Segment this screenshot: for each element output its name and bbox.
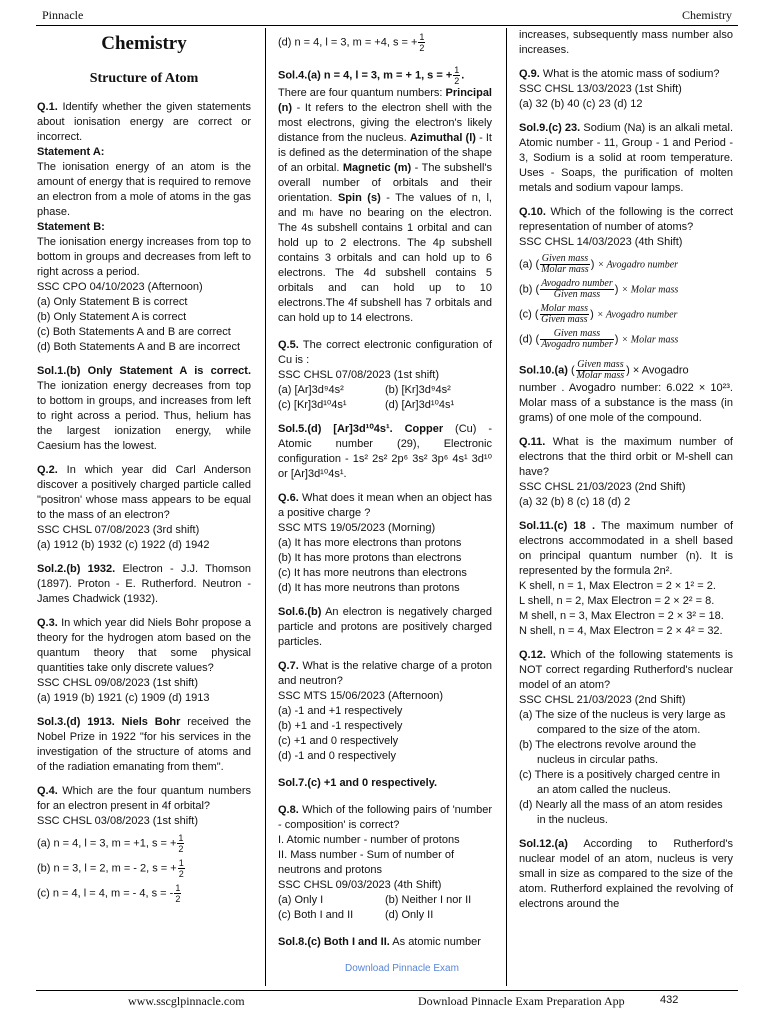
question-1: Q.1. Identify whether the given statements about ionisation energy are correct or incorrect. — [37, 101, 251, 143]
question-10: Q.10. Which of the following is the correct representation of number of atoms? — [519, 206, 733, 233]
header-subject: Chemistry — [682, 8, 732, 22]
solution-10: Sol.10.(a) ( $\frac{\text{Given mass}}{\text{Molar mass}}$ ) × Avogadro — [519, 359, 689, 381]
column-divider — [265, 28, 266, 986]
column-divider — [506, 28, 507, 986]
question-11: Q.11. What is the maximum number of electrons that the third orbit or M-shell can have? — [519, 436, 733, 478]
solution-8: Sol.8.(c) Both I and II. As atomic number — [278, 936, 481, 948]
question-9: Q.9. What is the atomic mass of sodium? — [519, 68, 720, 80]
column-3: increases, subsequently mass number also increases. Q.9. What is the atomic mass of sodium? SSC CHSL 13/03/2023 (1st Shift) (a) 32 (b) 40 (c) 23 (d) 12 Sol.9.(c) 23. Sodium (Na) is an alkali metal. Atomic number - 11, Group - 1 and Period - 3, Sodium is a solid at room temperature. Uses - Soaps, the purification of molten metals and sodium vapour lamps. Q.10. Which of the following is the correct representation of number of atoms? SSC CHSL 14/03/2023 (4th Shift) (a) ( $\frac{\text{Given mass}}{\text{Molar mass}}$ ) × Avogadro number (b) ( $\frac{\text{Avogadro number}}{\text{Given mass}}$ ) × Molar mass (c) ( $\frac{\text{Molar mass}}{\text{Given mass}}$ ) × Avogadro number (d) ( $\frac{\text{Given mass}}{\text{Avogadro number}}$ ) × Molar mass Sol.10.(a) ( $\frac{\text{Given mass}}{\text{Molar mass}}$ ) × Avogadro number . Avogadro number: 6.022 × 10²³. Molar mass of a substance is the mass (in grams) of one mole of the compound. Q.11. What is the maximum number of electrons that the third orbit or M-shell can have? SSC CHSL 21/03/2023 (2nd Shift) (a) 32 (b) 8 (c) 18 (d) 2 Sol.11.(c) 18 . The maximum number of electrons accommodated in a shell based on principal quantum number (n). It is represented by the formula 2n². K shell, n = 1, Max Electron = 2 × 1² = 2. L shell, n = 2, Max Electron = 2 × 2² = 8. M shell, n = 3, Max Electron = 2 × 3² = 18. N shell, n = 4, Max Electron = 2 × 4² = 32. Q.12. Which of the following statements is NOT correct regarding Rutherford's nuclear model of an atom? SSC CHSL 21/03/2023 (2nd Shift) (a) The size of the nucleus is very large as compared to the size of the atom. (b) The electrons revolve around the nucleus in circular paths. (c) There is a positively charged centre in an atom called the nucleus. (d) Nearly all the mass of an atom resides in the nucleus. Sol.12.(a) According to Rutherford's nuclear model of an atom, nucleus is very small in size as compared to the size of the atom. Rutherford explained the revolving of electrons around the — [519, 29, 734, 910]
question-4: Q.4. Which are the four quantum numbers for an electron present in 4f orbital? — [37, 785, 251, 812]
header-brand: Pinnacle — [42, 8, 84, 22]
solution-8-continued: increases, subsequently mass number also increases. — [519, 29, 733, 56]
header-rule — [36, 25, 738, 26]
solution-5: Sol.5.(d) [Ar]3d¹⁰4s¹. Copper (Cu) - Atomic number (29), Electronic configuration - 1s² 2s² 2p⁶ 3s² 3p⁶ 4s¹ 3d¹⁰ or [Ar]3d¹⁰4s¹. — [278, 423, 493, 480]
option-10b: (b) ( $\frac{\text{Avogadro number}}{\text{Given mass}}$ ) × Molar mass — [519, 278, 679, 300]
question-12: Q.12. Which of the following statements is NOT correct regarding Rutherford's nuclear model of an atom? — [519, 649, 733, 691]
solution-7: Sol.7.(c) +1 and 0 respectively. — [278, 777, 438, 789]
solution-2: Sol.2.(b) 1932. Electron - J.J. Thomson (1897). Proton - E. Rutherford. Neutron - James Chadwick (1932). — [37, 563, 251, 605]
section-title: Structure of Atom — [89, 71, 199, 86]
question-5: Q.5. The correct electronic configuration of Cu is : — [278, 339, 492, 366]
page-title: Chemistry — [101, 33, 187, 54]
question-3: Q.3. In which year did Niels Bohr propose a theory for the hydrogen atom based on the quantum theory that some physical quantities take only discrete values? — [37, 617, 252, 674]
option-10a: (a) ( $\frac{\text{Given mass}}{\text{Molar mass}}$ ) × Avogadro number — [519, 253, 679, 275]
column-1: Chemistry Structure of Atom Q.1. Identify whether the given statements about ionisation energy are correct or incorrect. Statement A: The ionisation energy of an atom is the amount of energy that is required to remove an electron from a mole of atoms in the gas phase. Statement B: The ionisation energy increases from top to bottom in groups and decreases from left to right across a period. SSC CPO 04/10/2023 (Afternoon) (a) Only Statement B is correct (b) Only Statement A is correct (c) Both Statements A and B are correct (d) Both Statements A and B are incorrect Sol.1.(b) Only Statement A is correct. The ionization energy decreases from top to bottom in groups, and increases from left to right across a period. Thus, helium has the largest ionization energy, while Caesium has the lowest. Q.2. In which year did Carl Anderson discover a positively charged particle called "positron' whose mass appears to be equal to the mass of an electron? SSC CHSL 07/08/2023 (3rd shift) (a) 1912 (b) 1932 (c) 1922 (d) 1942 Sol.2.(b) 1932. Electron - J.J. Thomson (1897). Proton - E. Rutherford. Neutron - James Chadwick (1932). Q.3. In which year did Niels Bohr propose a theory for the hydrogen atom based on the quantum theory that some physical quantities take only discrete values? SSC CHSL 09/08/2023 (1st shift) (a) 1919 (b) 1921 (c) 1909 (d) 1913 Sol.3.(d) 1913. Niels Bohr received the Nobel Prize in 1922 "for his services in the investigation of the structure of atoms and of the radiation emanating from them". Q.4. Which are the four quantum numbers for an electron present in 4f orbital? SSC CHSL 03/08/2023 (1st shift) (a) n = 4, l = 3, m = +1, s = + $\frac{1}{2}$ (b) n = 3, l = 2, m = - 2, s = + $\frac{1}{2}$ (c) n = 4, l = 4, m = - 4, s = - $\frac{1}{2}$ — [37, 33, 252, 904]
question-7: Q.7. What is the relative charge of a proton and neutron? — [278, 660, 492, 687]
footer-site-link[interactable]: www.sscglpinnacle.com — [128, 994, 245, 1008]
question-6: Q.6. What does it mean when an object has a positive charge ? — [278, 492, 492, 519]
solution-4: Sol.4.(a) n = 4, l = 3, m = + 1, s = + $\frac{1}{2}$ . — [278, 65, 465, 86]
footer-rule — [36, 990, 738, 991]
page-header — [42, 8, 732, 24]
page-number: 432 — [660, 994, 679, 1006]
solution-11: Sol.11.(c) 18 . The maximum number of electrons accommodated in a shell based on principal quantum number (n). It is represented by the formula 2n². — [519, 520, 734, 577]
option-10c: (c) ( $\frac{\text{Molar mass}}{\text{Given mass}}$ ) × Avogadro number — [519, 303, 678, 325]
option-10d: (d) ( $\frac{\text{Given mass}}{\text{Avogadro number}}$ ) × Molar mass — [519, 328, 679, 350]
column-2: (d) n = 4, l = 3, m = +4, s = + $\frac{1}{2}$ Sol.4.(a) n = 4, l = 3, m = + 1, s = + $\frac{1}{2}$ . There are four quantum numbers: Principal (n) - It refers to the electron shell with the most electrons, giving the electron's likely distance from the nucleus. Azimuthal (l) - It is defined as the determination of the shape of an orbital. Magnetic (m) - The subshell's overall number of orbitals and their orientation. Spin (s) - The values of n, l, and mₗ have no bearing on the electron. The 4s subshell contains 1 orbital and can hold up to 2 electrons. The 4p subshell contains 3 orbitals and can hold up to 6 electrons. The 4d subshell contains 5 orbitals and can hold up to 10 electrons.The 4f subshell has 7 orbitals and can hold up to 14 electrons. Q.5. The correct electronic configuration of Cu is : SSC CHSL 07/08/2023 (1st shift) (a) [Ar]3d⁹4s² (b) [Kr]3d⁹4s² (c) [Kr]3d¹⁰4s¹ (d) [Ar]3d¹⁰4s¹ Sol.5.(d) [Ar]3d¹⁰4s¹. Copper (Cu) - Atomic number (29), Electronic configuration - 1s² 2s² 2p⁶ 3s² 3p⁶ 4s¹ 3d¹⁰ or [Ar]3d¹⁰4s¹. Q.6. What does it mean when an object has a positive charge ? SSC MTS 19/05/2023 (Morning) (a) It has more electrons than protons (b) It has more protons than electrons (c) It has more neutrons than electrons (d) It has more neutrons than protons Sol.6.(b) An electron is negatively charged particle and protons are positively charged particles. Q.7. What is the relative charge of a proton and neutron? SSC MTS 15/06/2023 (Afternoon) (a) -1 and +1 respectively (b) +1 and -1 respectively (c) +1 and 0 respectively (d) -1 and 0 respectively Sol.7.(c) +1 and 0 respectively. Q.8. Which of the following pairs of 'number - composition' is correct? I. Atomic number - number of protons II. Mass number - Sum of number of neutrons and protons SSC CHSL 09/03/2023 (4th Shift) (a) Only I (b) Neither I nor II (c) Both I and II (d) Only II Sol.8.(c) Both I and II. As atomic number — [278, 32, 493, 948]
solution-1: Sol.1.(b) Only Statement A is correct. The ionization energy decreases from top to bottom in groups, and increases from left to right across a period. Thus, helium has the largest ionization energy, while Caesium has the lowest. — [37, 365, 251, 452]
solution-12: Sol.12.(a) According to Rutherford's nuclear model of an atom, nucleus is very small in size as compared to the size of the atom. Rutherford explained the revolving of electrons around the — [519, 838, 733, 910]
question-8: Q.8. Which of the following pairs of 'number - composition' is correct? — [278, 804, 492, 831]
footer-app-text: Download Pinnacle Exam Preparation App — [418, 994, 625, 1008]
watermark: Download Pinnacle Exam — [345, 963, 459, 974]
question-2: Q.2. In which year did Carl Anderson discover a positively charged particle called "positron' whose mass appears to be equal to the mass of an electron? — [37, 464, 252, 521]
solution-9: Sol.9.(c) 23. Sodium (Na) is an alkali metal. Atomic number - 11, Group - 1 and Period - 3, Sodium is a solid at room temperature. Uses - Soaps, the purification of molten metals and sodium vapour lamps. — [519, 122, 734, 194]
solution-3: Sol.3.(d) 1913. Niels Bohr received the Nobel Prize in 1922 "for his services in the investigation of the structure of atoms and of the radiation emanating from them". — [37, 716, 251, 773]
solution-6: Sol.6.(b) An electron is negatively charged particle and protons are positively charged particles. — [278, 606, 492, 648]
